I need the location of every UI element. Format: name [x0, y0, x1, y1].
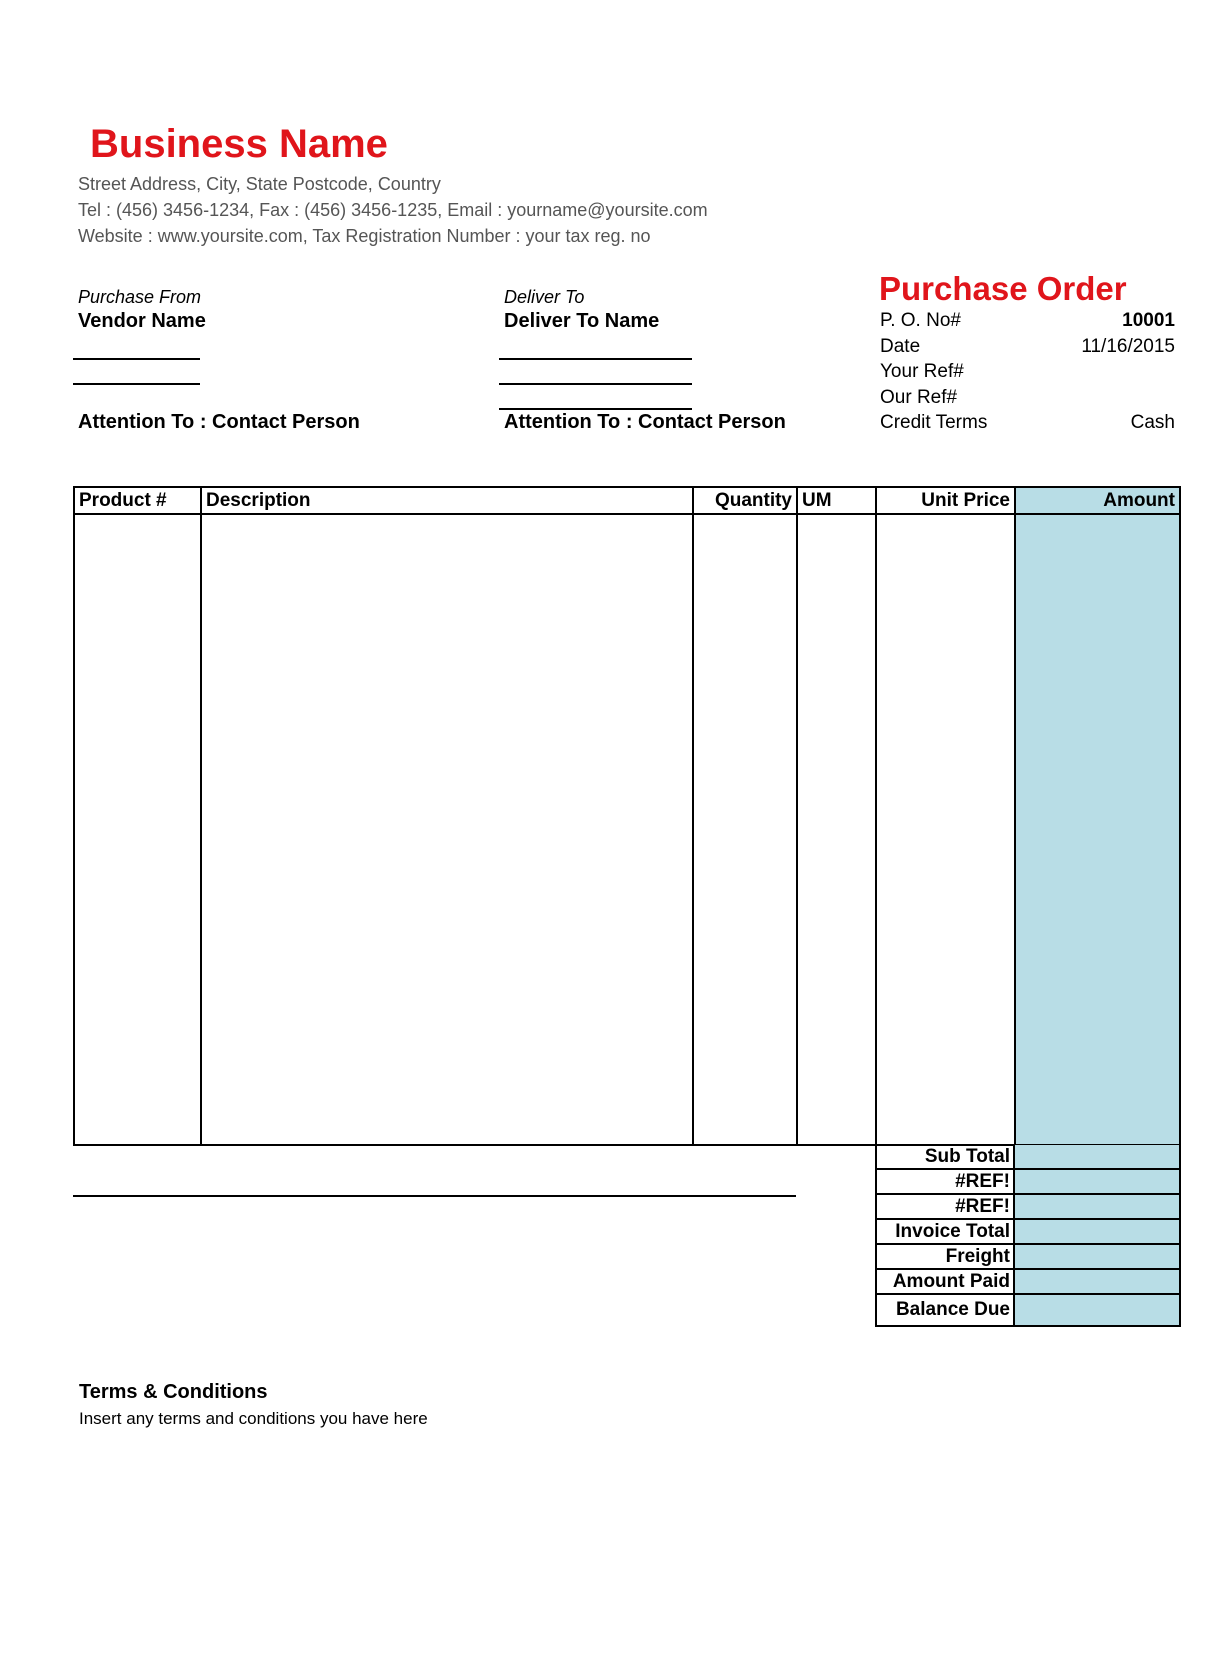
po-number-label: P. O. No# — [880, 310, 961, 331]
amount-paid-label: Amount Paid — [877, 1270, 1015, 1293]
deliver-address-line-3 — [499, 408, 692, 410]
ref-label-1: #REF! — [877, 1170, 1015, 1193]
business-name: Business Name — [90, 122, 388, 166]
balance-due-label: Balance Due — [877, 1295, 1015, 1325]
items-table — [73, 486, 1181, 1146]
business-website: Website : www.yoursite.com, Tax Registration Number : your tax reg. no — [78, 226, 651, 246]
deliver-to-name: Deliver To Name — [504, 310, 660, 332]
column-amount[interactable] — [1016, 488, 1179, 1144]
freight-label: Freight — [877, 1245, 1015, 1268]
column-um[interactable] — [798, 488, 877, 1144]
ref-label-2: #REF! — [877, 1195, 1015, 1218]
ref-value-2[interactable] — [1015, 1195, 1179, 1218]
signature-line — [73, 1195, 796, 1197]
po-title: Purchase Order — [879, 270, 1127, 307]
column-header-description: Description — [202, 488, 692, 515]
terms-title: Terms & Conditions — [79, 1381, 268, 1403]
po-date-label: Date — [880, 336, 921, 357]
deliver-address-line-2 — [499, 383, 692, 385]
terms-body: Insert any terms and conditions you have here — [79, 1409, 428, 1428]
purchase-from-label: Purchase From — [78, 287, 202, 307]
column-header-quantity: Quantity — [694, 488, 796, 515]
subtotal-row — [877, 1145, 1179, 1168]
deliver-attention: Attention To : Contact Person — [504, 411, 786, 433]
subtotal-label: Sub Total — [877, 1145, 1015, 1168]
freight-value[interactable] — [1015, 1245, 1179, 1268]
balance-due-value[interactable] — [1015, 1295, 1179, 1325]
po-credit-terms-label: Credit Terms — [880, 412, 988, 433]
po-your-ref-label: Your Ref# — [880, 361, 964, 382]
business-contact: Tel : (456) 3456-1234, Fax : (456) 3456-1235, Email : yourname@yoursite.com — [78, 200, 708, 220]
deliver-to-label: Deliver To — [504, 287, 585, 307]
invoice-total-value[interactable] — [1015, 1220, 1179, 1243]
ref-row-1 — [877, 1168, 1179, 1193]
column-header-unit-price: Unit Price — [877, 488, 1014, 515]
invoice-total-row — [877, 1218, 1179, 1243]
invoice-total-label: Invoice Total — [877, 1220, 1015, 1243]
column-unit-price[interactable] — [877, 488, 1016, 1144]
column-quantity[interactable] — [694, 488, 798, 1144]
vendor-address-line-2 — [73, 383, 200, 385]
column-product[interactable] — [75, 488, 202, 1144]
amount-paid-row — [877, 1268, 1179, 1293]
vendor-name: Vendor Name — [78, 310, 206, 332]
column-header-product: Product # — [75, 488, 200, 515]
ref-value-1[interactable] — [1015, 1170, 1179, 1193]
business-address: Street Address, City, State Postcode, Country — [78, 174, 441, 194]
column-header-amount: Amount — [1016, 488, 1179, 515]
column-header-um: UM — [798, 488, 875, 515]
subtotal-value[interactable] — [1015, 1145, 1179, 1168]
freight-row — [877, 1243, 1179, 1268]
po-date-value: 11/16/2015 — [1081, 336, 1175, 357]
ref-row-2 — [877, 1193, 1179, 1218]
vendor-attention: Attention To : Contact Person — [78, 411, 360, 433]
amount-paid-value[interactable] — [1015, 1270, 1179, 1293]
column-description[interactable] — [202, 488, 694, 1144]
balance-due-row — [877, 1293, 1179, 1325]
totals-table — [875, 1145, 1181, 1327]
vendor-address-line-1 — [73, 358, 200, 360]
po-our-ref-label: Our Ref# — [880, 387, 958, 408]
po-credit-terms-value: Cash — [1130, 412, 1175, 433]
po-number-value: 10001 — [1122, 310, 1175, 331]
deliver-address-line-1 — [499, 358, 692, 360]
